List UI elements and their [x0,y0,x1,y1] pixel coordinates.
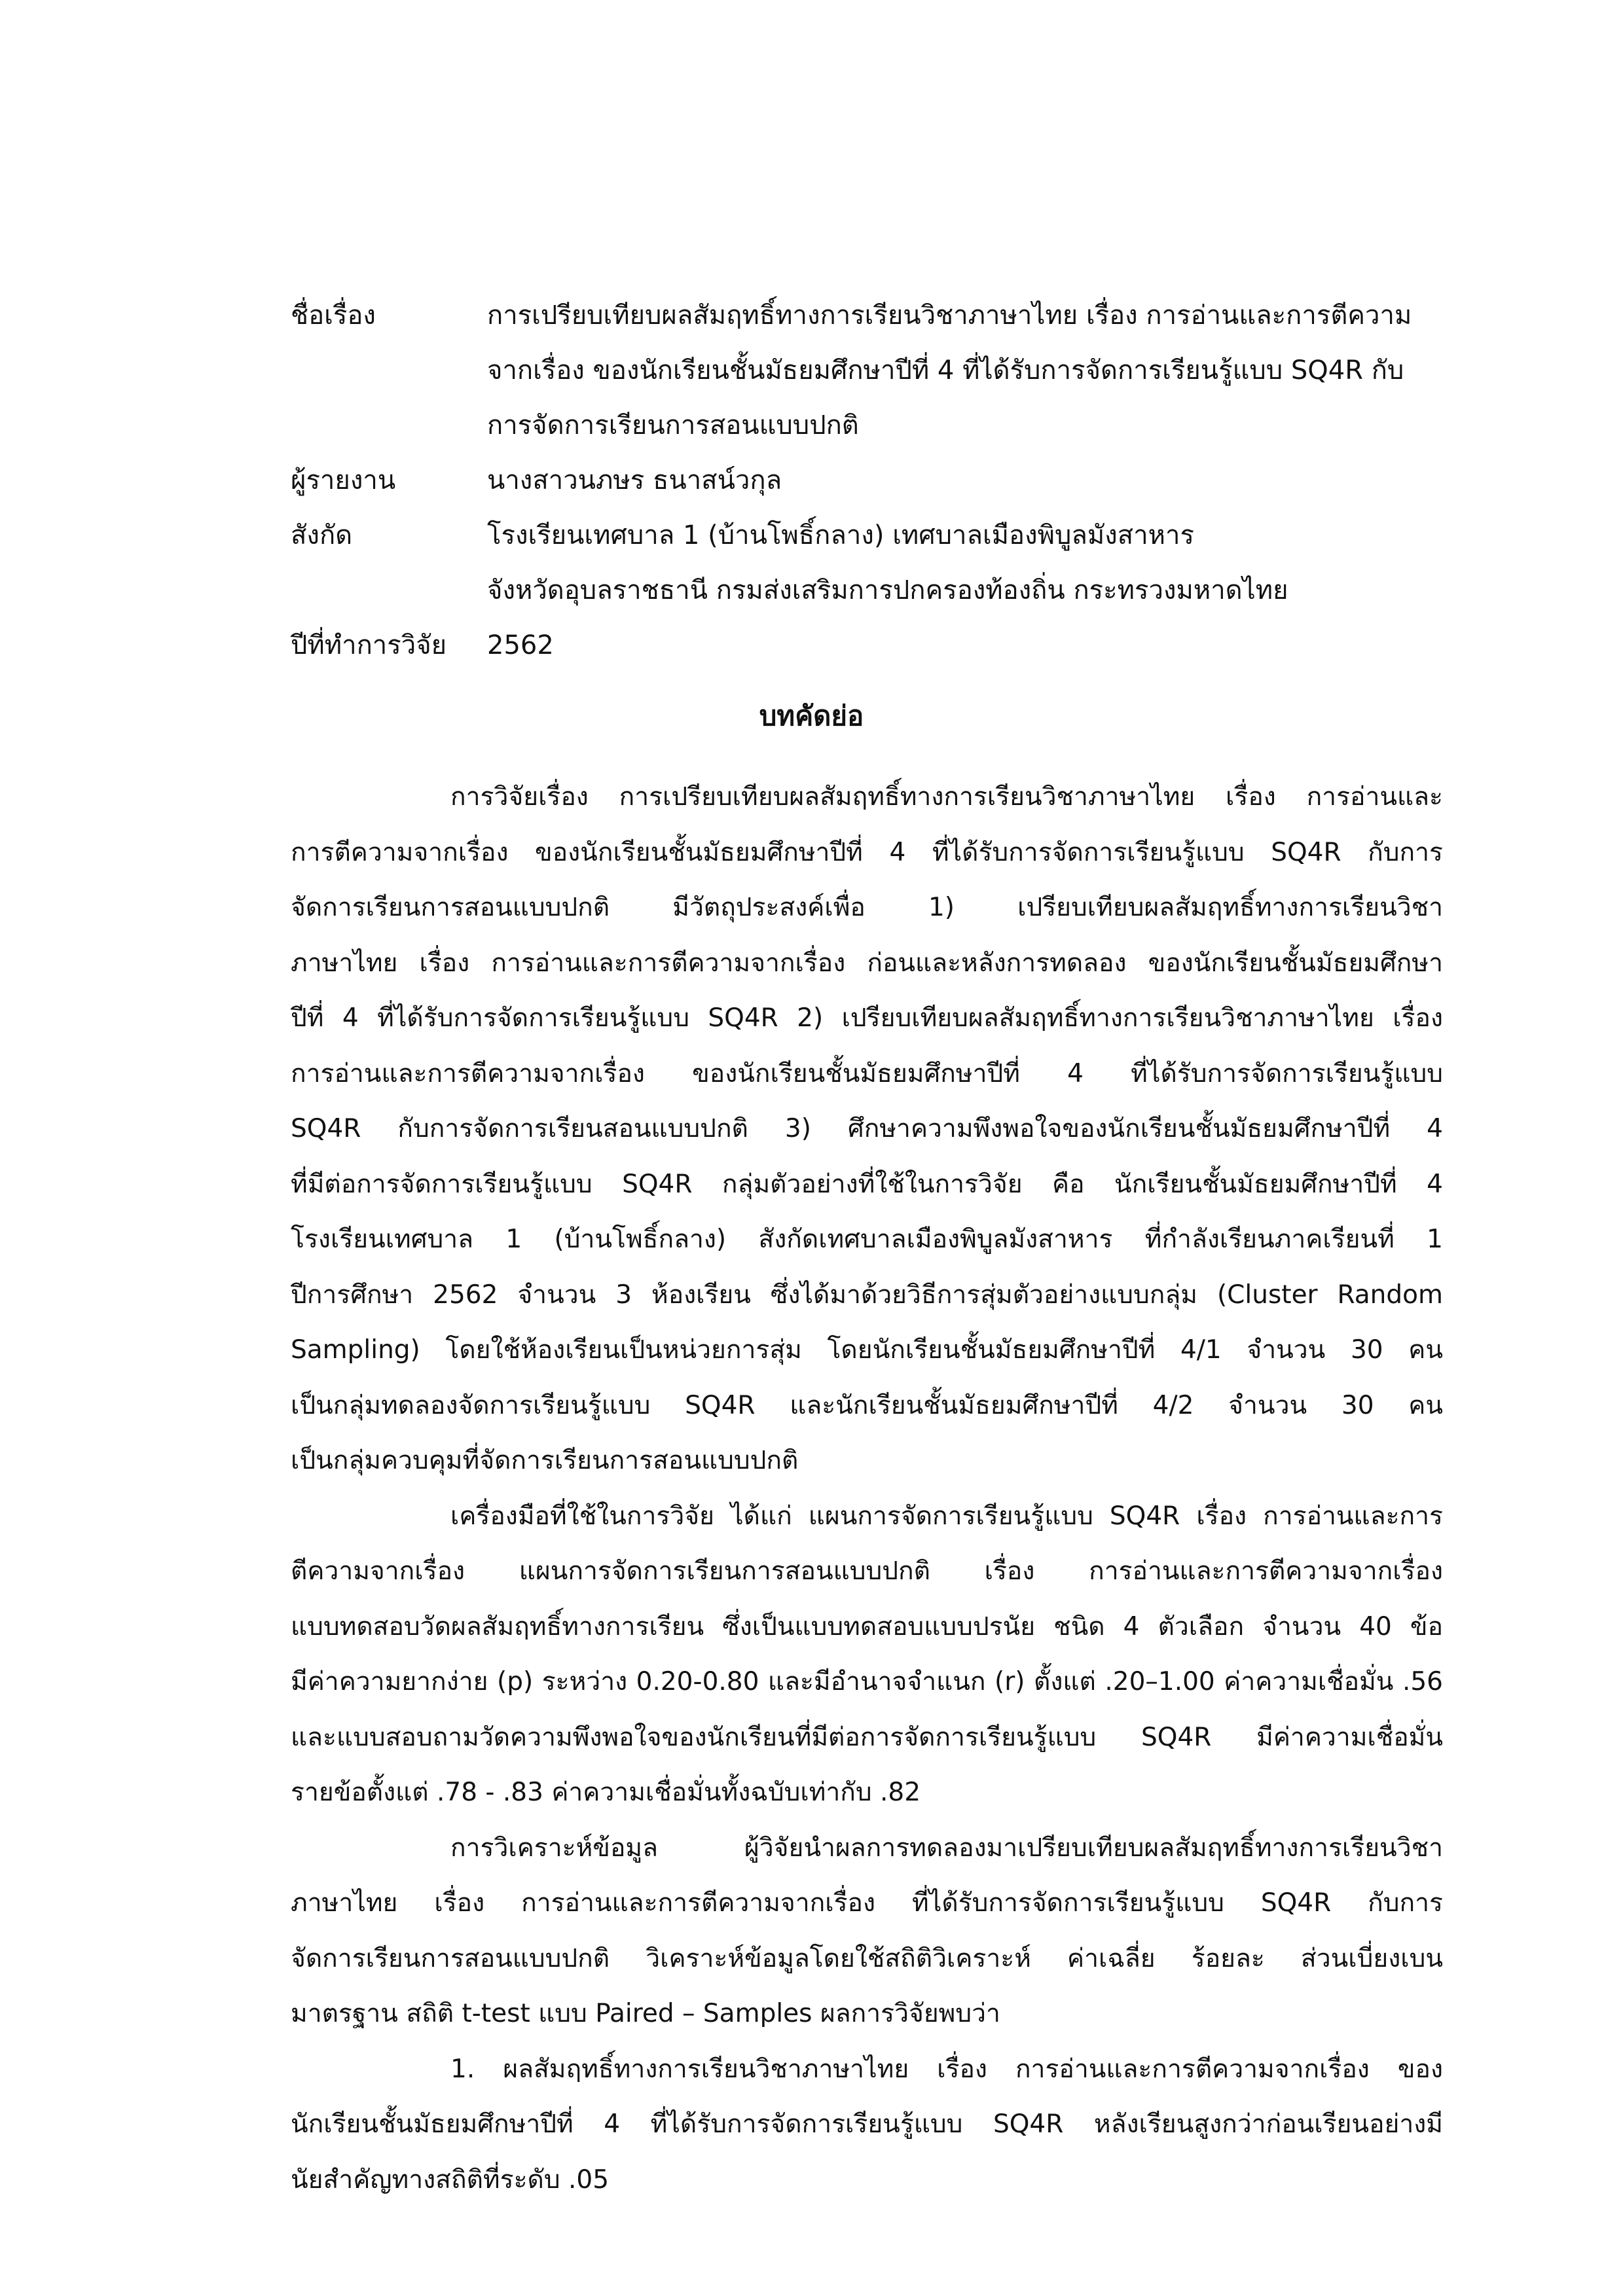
abstract-line: เป็นกลุ่มทดลองจัดการเรียนรู้แบบ SQ4R และนักเรียนชั้นมัธยมศึกษาปีที่ 4/2 จำนวน 30 คน [291,1390,1443,1420]
abstract-line: การวิจัยเรื่อง การเปรียบเทียบผลสัมฤทธิ์ทางการเรียนวิชาภาษาไทย เรื่อง การอ่านและ [450,782,1443,812]
abstract-paragraph [291,2042,1443,2208]
title-row [291,288,1443,453]
research-metadata [291,288,1443,673]
abstract-body [291,770,1443,2208]
abstract-paragraph [291,1489,1443,1821]
abstract-line: ที่มีต่อการจัดการเรียนรู้แบบ SQ4R กลุ่มตัวอย่างที่ใช้ในการวิจัย คือ นักเรียนชั้นมัธยมศึกษาปีที่ 4 [291,1169,1443,1199]
abstract-line: โรงเรียนเทศบาล 1 (บ้านโพธิ์กลาง) สังกัดเทศบาลเมืองพิบูลมังสาหาร ที่กำลังเรียนภาคเรียนที่ 1 [291,1225,1443,1254]
affiliation-row [291,508,1443,618]
abstract-paragraph [291,770,1443,1489]
abstract-line: การตีความจากเรื่อง ของนักเรียนชั้นมัธยมศึกษาปีที่ 4 ที่ได้รับการจัดการเรียนรู้แบบ SQ4R กับการ [291,837,1443,867]
abstract-line: ตีความจากเรื่อง แผนการจัดการเรียนการสอนแบบปกติ เรื่อง การอ่านและการตีความจากเรื่อง [291,1556,1443,1586]
title-value [487,288,1443,453]
abstract-line: นักเรียนชั้นมัธยมศึกษาปีที่ 4 ที่ได้รับการจัดการเรียนรู้แบบ SQ4R หลังเรียนสูงกว่าก่อนเรียนอย่างมี [291,2109,1443,2139]
reporter-row [291,453,1443,508]
reporter-name: นางสาวนภษร ธนาสน์วกุล [487,465,782,495]
abstract-heading: บทคัดย่อ [759,700,864,732]
abstract-line: ภาษาไทย เรื่อง การอ่านและการตีความจากเรื่อง ที่ได้รับการจัดการเรียนรู้แบบ SQ4R กับการ [291,1888,1443,1918]
abstract-line: เป็นกลุ่มควบคุมที่จัดการเรียนการสอนแบบปกติ [291,1446,799,1475]
abstract-line: การวิเคราะห์ข้อมูล ผู้วิจัยนำผลการทดลองมาเปรียบเทียบผลสัมฤทธิ์ทางการเรียนวิชา [450,1833,1443,1863]
affiliation-label: สังกัด [291,520,353,550]
abstract-line: แบบทดสอบวัดผลสัมฤทธิ์ทางการเรียน ซึ่งเป็นแบบทดสอบแบบปรนัย ชนิด 4 ตัวเลือก จำนวน 40 ข้อ [291,1611,1443,1641]
affiliation-line: จังหวัดอุบลราชธานี กรมส่งเสริมการปกครองท้องถิ่น กระทรวงมหาดไทย [487,575,1288,605]
abstract-line: SQ4R กับการจัดการเรียนสอนแบบปกติ 3) ศึกษาความพึงพอใจของนักเรียนชั้นมัธยมศึกษาปีที่ 4 [291,1114,1443,1143]
abstract-line: มีค่าความยากง่าย (p) ระหว่าง 0.20-0.80 และมีอำนาจจำแนก (r) ตั้งแต่ .20–1.00 ค่าความเชื่อมั่น .56 [291,1667,1443,1696]
abstract-line: นัยสำคัญทางสถิติที่ระดับ .05 [291,2164,610,2195]
abstract-line: ภาษาไทย เรื่อง การอ่านและการตีความจากเรื่อง ก่อนและหลังการทดลอง ของนักเรียนชั้นมัธยมศึกษา [291,948,1443,978]
affiliation-line: โรงเรียนเทศบาล 1 (บ้านโพธิ์กลาง) เทศบาลเมืองพิบูลมังสาหาร [487,520,1194,550]
abstract-line: จัดการเรียนการสอนแบบปกติ มีวัตถุประสงค์เพื่อ 1) เปรียบเทียบผลสัมฤทธิ์ทางการเรียนวิชา [291,893,1443,922]
title-line: การจัดการเรียนการสอนแบบปกติ [487,410,859,440]
year-row [291,618,1443,673]
title-label: ชื่อเรื่อง [291,300,376,331]
abstract-line: รายข้อตั้งแต่ .78 - .83 ค่าความเชื่อมั่นทั้งฉบับเท่ากับ .82 [291,1778,921,1807]
abstract-line: เครื่องมือที่ใช้ในการวิจัย ได้แก่ แผนการจัดการเรียนรู้แบบ SQ4R เรื่อง การอ่านและการ [450,1501,1443,1531]
abstract-line: Sampling) โดยใช้ห้องเรียนเป็นหน่วยการสุ่ม โดยนักเรียนชั้นมัธยมศึกษาปีที่ 4/1 จำนวน 30 คน [291,1335,1443,1365]
abstract-line: และแบบสอบถามวัดความพึงพอใจของนักเรียนที่มีต่อการจัดการเรียนรู้แบบ SQ4R มีค่าความเชื่อมั่น [291,1722,1443,1752]
title-line: การเปรียบเทียบผลสัมฤทธิ์ทางการเรียนวิชาภาษาไทย เรื่อง การอ่านและการตีความ [487,300,1412,331]
abstract-line: ปีที่ 4 ที่ได้รับการจัดการเรียนรู้แบบ SQ4R 2) เปรียบเทียบผลสัมฤทธิ์ทางการเรียนวิชาภาษาไทย เรื่อง [291,1003,1443,1033]
research-year: 2562 [487,630,554,660]
year-label: ปีที่ทำการวิจัย [291,630,447,660]
abstract-line: จัดการเรียนการสอนแบบปกติ วิเคราะห์ข้อมูลโดยใช้สถิติวิเคราะห์ ค่าเฉลี่ย ร้อยละ ส่วนเบี่ยงเบน [291,1943,1443,1973]
abstract-paragraph [291,1821,1443,2042]
abstract-line: การอ่านและการตีความจากเรื่อง ของนักเรียนชั้นมัธยมศึกษาปีที่ 4 ที่ได้รับการจัดการเรียนรู้แบบ [291,1058,1443,1088]
abstract-line: 1. ผลสัมฤทธิ์ทางการเรียนวิชาภาษาไทย เรื่อง การอ่านและการตีความจากเรื่อง ของ [450,2054,1443,2084]
reporter-label: ผู้รายงาน [291,465,396,495]
abstract-line: มาตรฐาน สถิติ t-test แบบ Paired – Samples ผลการวิจัยพบว่า [291,1999,1000,2028]
abstract-line: ปีการศึกษา 2562 จำนวน 3 ห้องเรียน ซึ่งได้มาด้วยวิธีการสุ่มตัวอย่างแบบกลุ่ม (Cluster Random [291,1280,1443,1310]
title-line: จากเรื่อง ของนักเรียนชั้นมัธยมศึกษาปีที่ 4 ที่ได้รับการจัดการเรียนรู้แบบ SQ4R กับ [487,355,1404,386]
